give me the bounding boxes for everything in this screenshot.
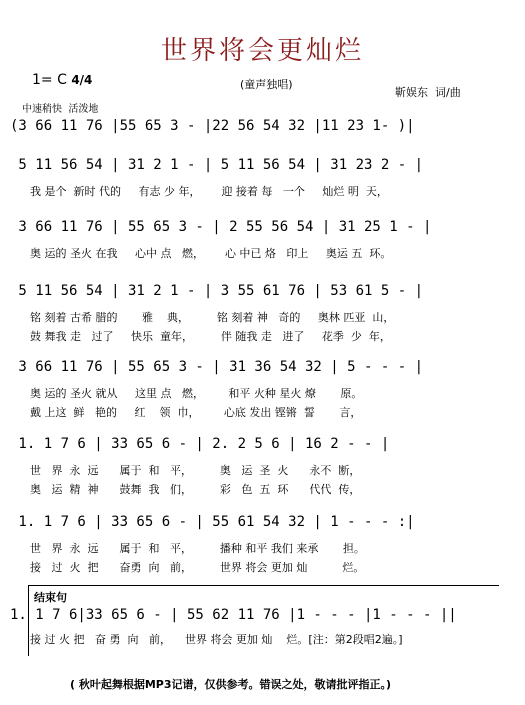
lyric-line: 接 过 火 把 奋勇 向 前， 世界 将会 更加 灿 烂。 — [30, 561, 365, 574]
key-signature: 1= C 4/4 — [32, 72, 93, 88]
tempo-marking: 中速稍快 活泼地 — [22, 104, 99, 115]
notation-line: 5 11 56 54 | 31 2 1 - | 5 11 56 54 | 31 23 2 - | — [10, 157, 424, 173]
lyric-line: 鼓 舞我 走 过了 快乐 童年， 伴 随我 走 进了 花季 少 年， — [30, 330, 391, 343]
notation-line: (3 66 11 76 |55 65 3 - |22 56 54 32 |11 23 1- )| — [10, 118, 415, 134]
notation-line: 5 11 56 54 | 31 2 1 - | 3 55 61 76 | 53 61 5 - | — [10, 283, 424, 299]
notation-line: 1. 1 7 6 | 33 65 6 - | 2. 2 5 6 | 16 2 - - | — [10, 436, 390, 452]
lyric-line: 世 界 永 远 属于 和 平， 播种 和平 我们 来承 担。 — [30, 542, 365, 555]
song-title: 世界将会更灿烂 — [160, 36, 364, 66]
lyric-line: 铭 刻着 古希 腊的 雅 典， 铭 刻着 神 奇的 奥林 匹亚 山， — [30, 311, 395, 324]
time-signature: 4/4 — [71, 73, 93, 87]
ending-lyrics: 接 过 火 把 奋 勇 向 前， 世界 将会 更加 灿 烂。[注：第2段唱2遍。] — [30, 633, 403, 646]
ending-notation: 1. 1 7 6|33 65 6 - | 55 62 11 76 |1 - - - |1 - - - || — [10, 607, 457, 623]
lyric-line: 戴 上这 鲜 艳的 红 领 巾， 心底 发出 铿锵 誓 言， — [30, 406, 362, 419]
lyric-line: 奥 运的 圣火 在我 心中 点 燃， 心 中已 烙 印上 奥运 五 环。 — [30, 247, 392, 260]
notation-line: 1. 1 7 6 | 33 65 6 - | 55 61 54 32 | 1 - - - :| — [10, 514, 415, 530]
notation-line: 3 66 11 76 | 55 65 3 - | 31 36 54 32 | 5 - - - | — [10, 359, 424, 375]
ending-label: 结束句 — [34, 591, 67, 604]
lyric-line: 奥 运 精 神 鼓舞 我 们， 彩 色 五 环 代代 传， — [30, 483, 361, 496]
notation-line: 3 66 11 76 | 55 65 3 - | 2 55 56 54 | 31 25 1 - | — [10, 219, 432, 235]
lyric-line: 奥 运的 圣火 就从 这里 点 燃， 和平 火种 星火 燎 原。 — [30, 387, 363, 400]
lyric-line: 我 是个 新时 代的 有志 少 年， 迎 接着 每 一个 灿烂 明 天， — [30, 185, 388, 198]
footer-note: ( 秋叶起舞根据MP3记谱，仅供参考。错误之处，敬请批评指正。) — [70, 678, 392, 691]
song-credit: 靳娱东 词/曲 — [395, 86, 461, 99]
song-subtitle: (童声独唱) — [240, 78, 293, 91]
lyric-line: 世 界 永 远 属于 和 平， 奥 运 圣 火 永不 断， — [30, 464, 361, 477]
